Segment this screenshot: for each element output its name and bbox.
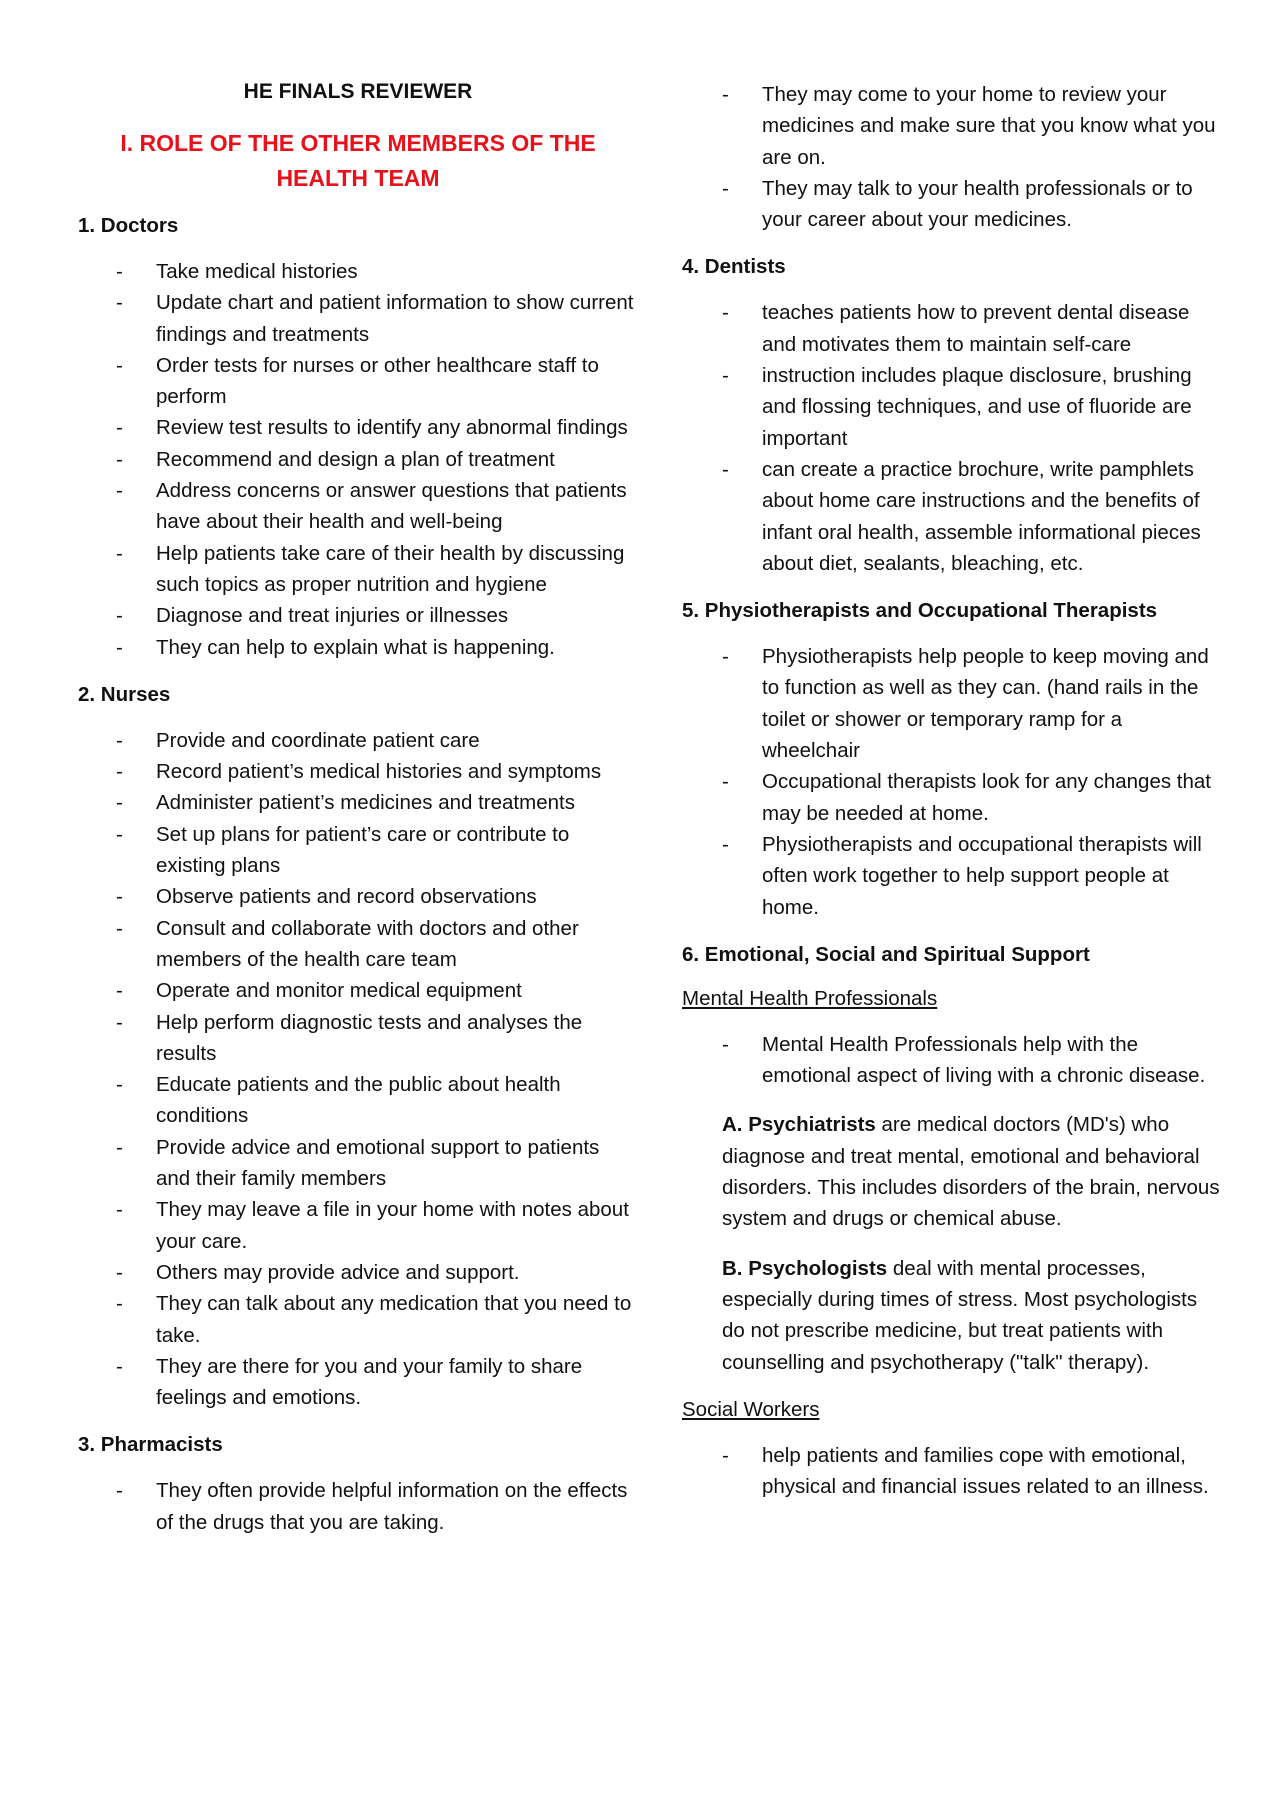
list-item-text: They may leave a file in your home with notes about your care. xyxy=(156,1198,629,1253)
bullet-dash: - xyxy=(116,916,123,940)
section-heading: 2. Nurses xyxy=(78,682,171,706)
list-item xyxy=(78,444,638,475)
section-heading: 3. Pharmacists xyxy=(78,1433,223,1457)
list-item-text: teaches patients how to prevent dental disease and motivates them to maintain self-care xyxy=(762,301,1190,356)
bullet-dash: - xyxy=(116,604,123,628)
list-item-text: They can help to explain what is happening. xyxy=(156,635,555,659)
list-item xyxy=(78,287,638,350)
bullet-dash: - xyxy=(116,260,123,283)
list-item xyxy=(682,766,1222,829)
list-item-text: Recommend and design a plan of treatment xyxy=(156,447,555,471)
list-item xyxy=(78,1069,638,1132)
list-item xyxy=(78,819,638,882)
list-item-text: Record patient’s medical histories and symptoms xyxy=(156,760,602,784)
social-workers-subheading: Social Workers xyxy=(682,1397,820,1421)
list-item xyxy=(682,1440,1222,1503)
list-item-text: They can talk about any medication that you need to take. xyxy=(156,1292,632,1347)
bullet-dash: - xyxy=(116,1260,123,1284)
list-item xyxy=(682,1029,1222,1092)
list-item xyxy=(78,975,638,1006)
bullet-dash: - xyxy=(116,885,123,909)
document-title: HE FINALS REVIEWER xyxy=(243,80,473,103)
list-item xyxy=(78,256,638,287)
bullet-dash: - xyxy=(116,760,123,784)
dentists-list xyxy=(682,297,1222,579)
part-title-line: I. ROLE OF THE OTHER MEMBERS OF THE xyxy=(120,130,596,156)
bullet-dash: - xyxy=(116,728,123,752)
list-item xyxy=(78,1351,638,1414)
list-item-text: Educate patients and the public about health conditions xyxy=(156,1073,561,1128)
bullet-dash: - xyxy=(722,832,729,856)
list-item xyxy=(682,173,1222,236)
list-item xyxy=(682,79,1222,173)
pharmacists-list-continued xyxy=(682,79,1222,235)
list-item xyxy=(78,913,638,976)
bullet-dash: - xyxy=(116,479,123,503)
list-item xyxy=(78,725,638,756)
list-item-text: They may come to your home to review your medicines and make sure that you know what you are on. xyxy=(762,83,1216,169)
bullet-dash: - xyxy=(722,770,729,794)
section-heading: 6. Emotional, Social and Spiritual Support xyxy=(682,942,1090,966)
physio-list xyxy=(682,641,1222,923)
list-item-text: Take medical histories xyxy=(156,260,358,283)
list-item-text: Physiotherapists help people to keep moving and to function as well as they can. (hand rails in the toilet or shower or temporary ramp for a wheelchair xyxy=(762,645,1209,763)
bullet-dash: - xyxy=(116,353,123,377)
list-item-text: Provide advice and emotional support to patients and their family members xyxy=(156,1135,600,1191)
list-item xyxy=(682,360,1222,454)
psychiatrists-term: A. Psychiatrists xyxy=(722,1113,876,1137)
list-item xyxy=(78,1194,638,1257)
list-item-text: Provide and coordinate patient care xyxy=(156,728,480,752)
support-section xyxy=(682,941,1222,1503)
list-item xyxy=(78,881,638,912)
list-item-text: They often provide helpful information on the effects of the drugs that you are taking. xyxy=(156,1479,628,1534)
list-item xyxy=(78,412,638,443)
pharmacists-section xyxy=(78,1431,638,1538)
bullet-dash: - xyxy=(722,364,729,388)
bullet-dash: - xyxy=(722,176,729,200)
nurses-section xyxy=(78,681,638,1414)
list-item-text: instruction includes plaque disclosure, brushing and flossing techniques, and use of fluoride are important xyxy=(762,364,1192,450)
section-heading: 5. Physiotherapists and Occupational Therapists xyxy=(682,599,1158,623)
list-item xyxy=(78,756,638,787)
section-heading: 4. Dentists xyxy=(682,255,786,279)
doctors-section xyxy=(78,212,638,663)
mental-health-subheading: Mental Health Professionals xyxy=(682,986,938,1010)
bullet-dash: - xyxy=(116,635,123,659)
list-item-text: Others may provide advice and support. xyxy=(156,1260,520,1284)
bullet-dash: - xyxy=(116,416,123,440)
bullet-dash: - xyxy=(116,822,123,846)
list-item-text: Diagnose and treat injuries or illnesses xyxy=(156,604,509,628)
list-item-text: Mental Health Professionals help with the emotional aspect of living with a chronic disease. xyxy=(762,1032,1206,1088)
psychiatrists-paragraph xyxy=(722,1109,1222,1234)
list-item-text: Physiotherapists and occupational therapists will often work together to help support people at home. xyxy=(762,832,1202,919)
part-title xyxy=(78,126,638,196)
bullet-dash: - xyxy=(116,1354,123,1378)
list-item-text: Order tests for nurses or other healthcare staff to perform xyxy=(156,353,599,409)
bullet-dash: - xyxy=(116,1073,123,1097)
list-item xyxy=(78,1257,638,1288)
nurses-list xyxy=(78,725,638,1414)
bullet-dash: - xyxy=(116,541,123,565)
bullet-dash: - xyxy=(116,791,123,815)
social-workers-list xyxy=(682,1440,1222,1503)
bullet-dash: - xyxy=(116,1010,123,1034)
bullet-dash: - xyxy=(722,83,729,106)
physio-section xyxy=(682,597,1222,923)
bullet-dash: - xyxy=(722,1032,729,1056)
bullet-dash: - xyxy=(722,301,729,325)
psychologists-text: deal with mental processes, especially during times of stress. Most psychologists do not prescribe medicine, but treat patients with counselling and psychotherapy ("talk" therapy). xyxy=(722,1256,1198,1374)
list-item-text: Operate and monitor medical equipment xyxy=(156,979,522,1003)
list-item xyxy=(78,1475,638,1538)
list-item xyxy=(78,350,638,413)
list-item-text: Observe patients and record observations xyxy=(156,885,537,909)
bullet-dash: - xyxy=(722,457,729,481)
list-item xyxy=(682,829,1222,923)
list-item xyxy=(78,1132,638,1195)
list-item-text: Update chart and patient information to show current findings and treatments xyxy=(156,291,634,346)
psychologists-paragraph xyxy=(722,1253,1222,1378)
list-item-text: They are there for you and your family to share feelings and emotions. xyxy=(156,1354,583,1410)
list-item xyxy=(682,297,1222,360)
list-item-text: Address concerns or answer questions that patients have about their health and well-being xyxy=(156,479,627,534)
psychologists-term: B. Psychologists xyxy=(722,1256,888,1280)
doctors-list xyxy=(78,256,638,663)
bullet-dash: - xyxy=(116,447,123,471)
bullet-dash: - xyxy=(116,1479,123,1503)
list-item xyxy=(78,632,638,663)
list-item xyxy=(78,600,638,631)
bullet-dash: - xyxy=(116,1198,123,1222)
list-item xyxy=(78,1288,638,1351)
list-item-text: Help perform diagnostic tests and analyses the results xyxy=(156,1010,583,1065)
list-item xyxy=(682,641,1222,766)
right-column xyxy=(682,79,1222,1520)
mental-health-list xyxy=(682,1029,1222,1092)
list-item-text: Help patients take care of their health by discussing such topics as proper nutrition and hygiene xyxy=(156,541,625,596)
list-item-text: can create a practice brochure, write pamphlets about home care instructions and the benefits of infant oral health, assemble informational pieces about diet, sealants, bleaching, etc. xyxy=(762,457,1201,575)
dentists-section xyxy=(682,253,1222,579)
part-title-line: HEALTH TEAM xyxy=(276,165,440,191)
list-item xyxy=(682,454,1222,579)
list-item-text: Review test results to identify any abnormal findings xyxy=(156,416,628,440)
list-item xyxy=(78,1007,638,1070)
bullet-dash: - xyxy=(116,291,123,315)
list-item-text: Set up plans for patient’s care or contribute to existing plans xyxy=(156,822,570,878)
bullet-dash: - xyxy=(116,1292,123,1316)
bullet-dash: - xyxy=(116,979,123,1003)
section-heading: 1. Doctors xyxy=(78,214,179,237)
list-item-text: help patients and families cope with emotional, physical and financial issues related to an illness. xyxy=(762,1443,1209,1499)
list-item-text: Administer patient’s medicines and treatments xyxy=(156,791,575,815)
psychiatrists-text: are medical doctors (MD's) who diagnose and treat mental, emotional and behavioral disorders. This includes disorders of the brain, nervous system and drugs or chemical abuse. xyxy=(722,1113,1220,1231)
bullet-dash: - xyxy=(116,1135,123,1159)
bullet-dash: - xyxy=(722,645,729,669)
bullet-dash: - xyxy=(722,1443,729,1467)
list-item-text: They may talk to your health professionals or to your career about your medicines. xyxy=(762,176,1193,232)
list-item-text: Consult and collaborate with doctors and other members of the health care team xyxy=(156,916,579,971)
left-column xyxy=(78,78,638,1556)
list-item xyxy=(78,475,638,538)
list-item xyxy=(78,787,638,818)
pharmacists-list-left xyxy=(78,1475,638,1538)
list-item-text: Occupational therapists look for any changes that may be needed at home. xyxy=(762,770,1211,825)
list-item xyxy=(78,538,638,601)
